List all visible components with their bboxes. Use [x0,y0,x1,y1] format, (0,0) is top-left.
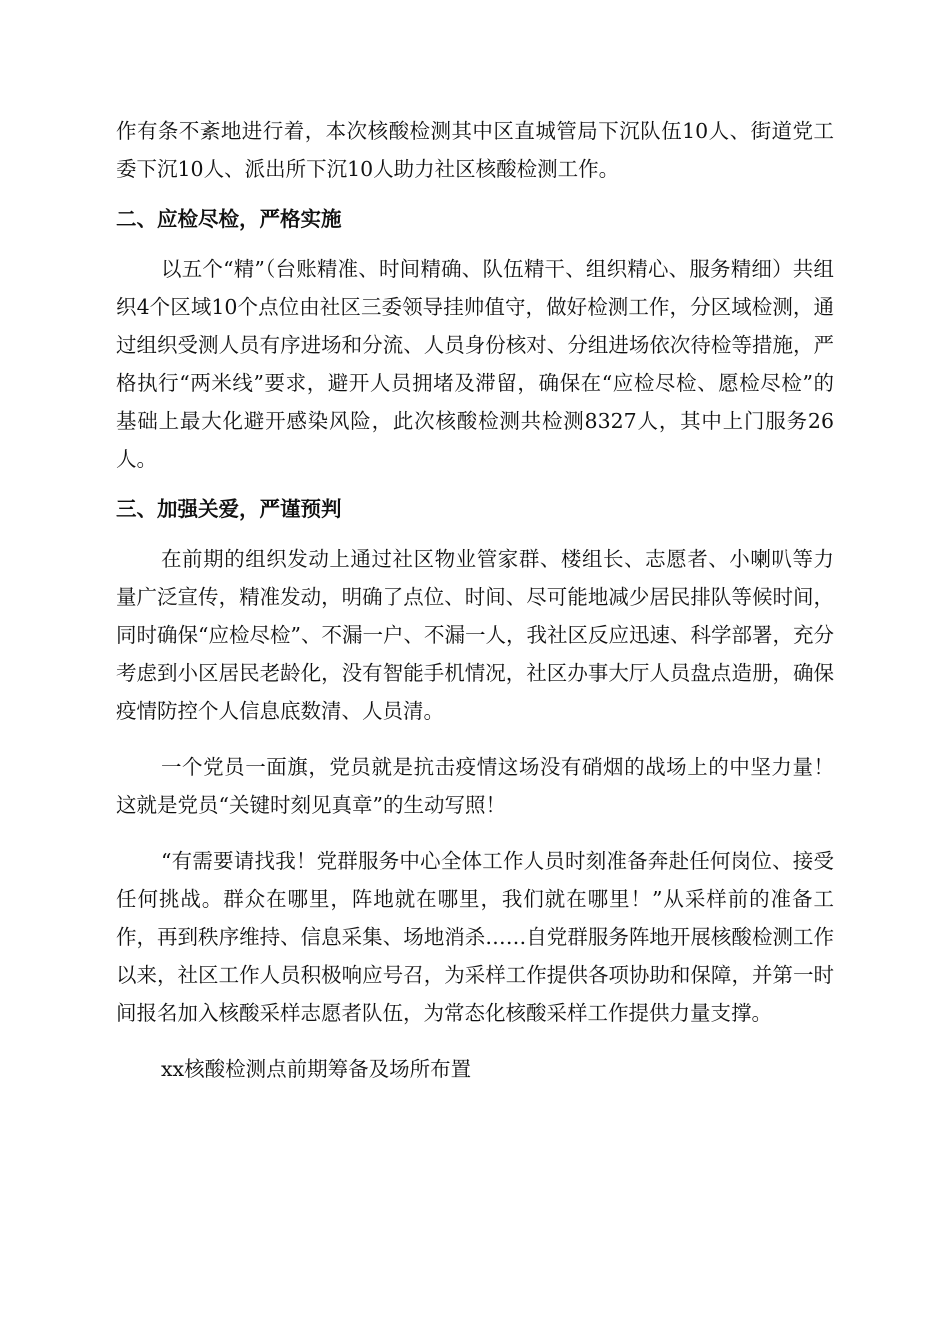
paragraph-section-2: 以五个“精”（台账精准、时间精确、队伍精干、组织精心、服务精细）共组织4个区域10个点位由社区三委领导挂帅值守，做好检测工作，分区域检测，通过组织受测人员有序进场和分流、人员身份核对、分组进场依次待检等措施，严格执行“两米线”要求，避开人员拥堵及滞留，确保在“应检尽检、愿检尽检”的基础上最大化避开感染风险，此次核酸检测共检测8327人，其中上门服务26人。 [116,257,834,471]
paragraph-intro-continued: 作有条不紊地进行着，本次核酸检测其中区直城管局下沉队伍10人、街道党工委下沉10人、派出所下沉10人助力社区核酸检测工作。 [116,119,834,181]
section-heading-3: 三、加强关爱，严谨预判 [116,497,342,521]
document-page [116,112,834,1088]
paragraph-section-3: 在前期的组织发动上通过社区物业管家群、楼组长、志愿者、小喇叭等力量广泛宣传，精准发动，明确了点位、时间、尽可能地减少居民排队等候时间，同时确保“应检尽检”、不漏一户、不漏一人，我社区反应迅速、科学部署，充分考虑到小区居民老龄化，没有智能手机情况，社区办事大厅人员盘点造册，确保疫情防控个人信息底数清、人员清。 [116,547,834,723]
paragraph-caption: xx核酸检测点前期筹备及场所布置 [161,1057,472,1081]
paragraph-party-member: 一个党员一面旗，党员就是抗击疫情这场没有硝烟的战场上的中坚力量！这就是党员“关键时刻见真章”的生动写照！ [116,755,834,817]
section-heading-2: 二、应检尽检，严格实施 [116,207,342,231]
paragraph-service-center: “有需要请找我！党群服务中心全体工作人员时刻准备奔赴任何岗位、接受任何挑战。群众在哪里，阵地就在哪里，我们就在哪里！”从采样前的准备工作，再到秩序维持、信息采集、场地消杀……自党群服务阵地开展核酸检测工作以来，社区工作人员积极响应号召，为采样工作提供各项协助和保障，并第一时间报名加入核酸采样志愿者队伍，为常态化核酸采样工作提供力量支撑。 [116,849,834,1025]
